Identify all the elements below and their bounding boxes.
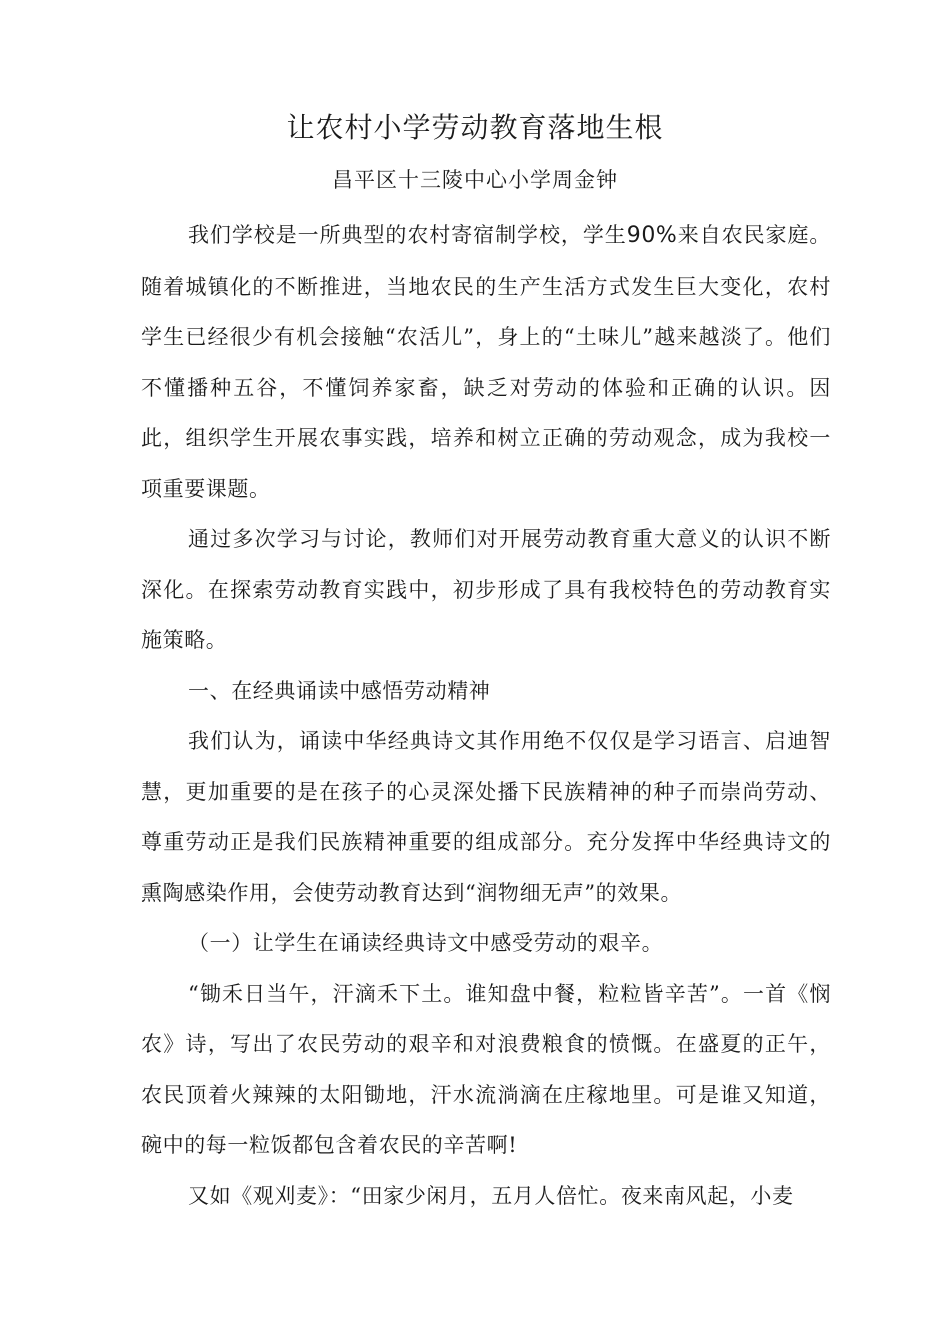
document-title: 让农村小学劳动教育落地生根 [286, 111, 664, 144]
document-author: 昌平区十三陵中心小学周金钟 [332, 168, 618, 192]
percentage-figure: 90% [626, 223, 678, 248]
document-body [141, 210, 831, 1221]
paragraph-discussion: 通过多次学习与讨论，教师们对开展劳动教育重大意义的认识不断深化。在探索劳动教育实践中，初步形成了具有我校特色的劳动教育实施策略。 [141, 527, 831, 652]
paragraph-classics: 我们认为，诵读中华经典诗文其作用绝不仅仅是学习语言、启迪智慧，更加重要的是在孩子的心灵深处播下民族精神的种子而崇尚劳动、尊重劳动正是我们民族精神重要的组成部分。充分发挥中华经典诗文的熏陶感染作用，会使劳动教育达到“润物细无声”的效果。 [141, 729, 831, 905]
paragraph-intro [141, 210, 831, 514]
section-heading: 一、在经典诵读中感悟劳动精神 [188, 678, 491, 703]
paragraph-poem-minnong: “锄禾日当午，汗滴禾下土。谁知盘中餐，粒粒皆辛苦”。一首《悯农》诗，写出了农民劳动的艰辛和对浪费粮食的愤慨。在盛夏的正午，农民顶着火辣辣的太阳锄地，汗水流淌滴在庄稼地里。可是谁又知道，碗中的每一粒饭都包含着农民的辛苦啊! [141, 981, 831, 1157]
paragraph-intro-after: 来自农民家庭。随着城镇化的不断推进，当地农民的生产生活方式发生巨大变化，农村学生已经很少有机会接触“农活儿”，身上的“土味儿”越来越淡了。他们不懂播种五谷，不懂饲养家畜，缺乏对劳动的体验和正确的认识。因此，组织学生开展农事实践，培养和树立正确的劳动观念，成为我校一项重要课题。 [141, 223, 831, 501]
subsection-heading: （一）让学生在诵读经典诗文中感受劳动的艰辛。 [188, 931, 664, 955]
paragraph-poem-guanyimai: 又如《观刈麦》：“田家少闲月，五月人倍忙。夜来南风起，小麦 [188, 1183, 794, 1208]
paragraph-intro-before: 我们学校是一所典型的农村寄宿制学校，学生 [188, 223, 627, 247]
